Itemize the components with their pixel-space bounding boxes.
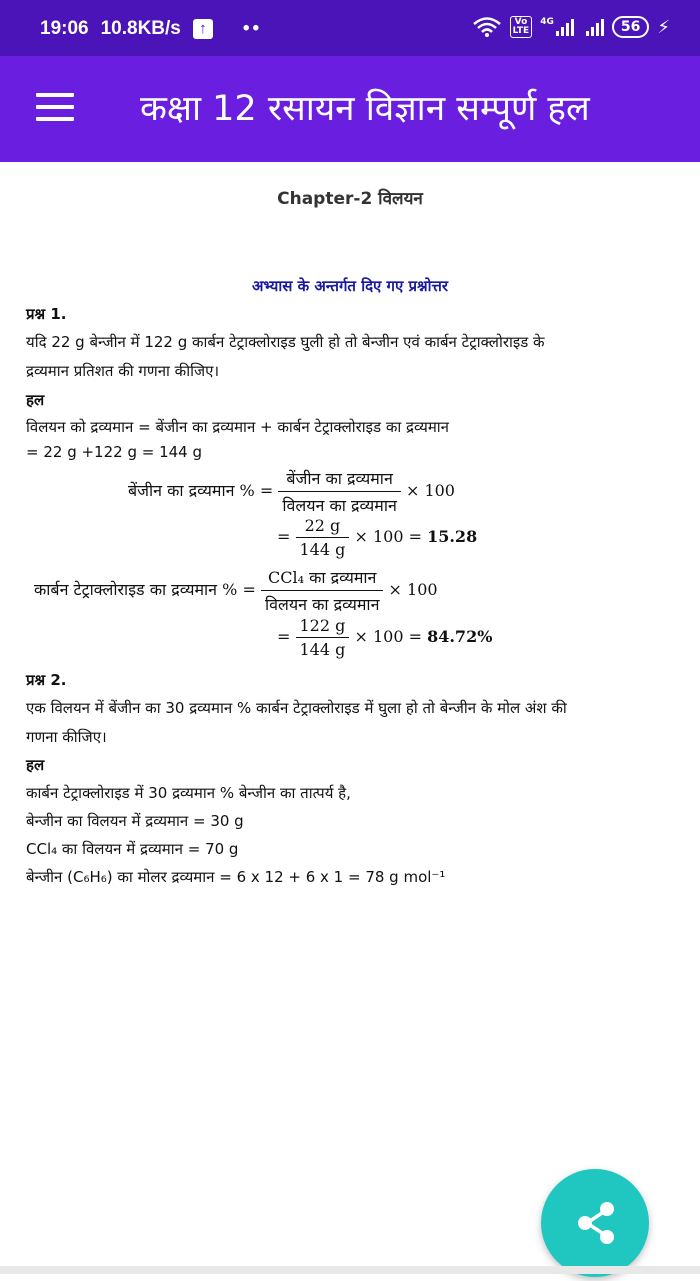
question-1-text-cont: द्रव्यमान प्रतिशत की गणना कीजिए। (26, 362, 220, 380)
app-bar (0, 56, 700, 162)
status-bar (0, 0, 700, 56)
hamburger-icon (36, 93, 74, 97)
solution-2-line-2: बेन्जीन का विलयन में द्रव्यमान = 30 g (26, 812, 244, 830)
signal-4g-icon: 4G (540, 18, 574, 36)
question-2-text-cont: गणना कीजिए। (26, 728, 107, 746)
equation-ccl4-percent: कार्बन टेट्राक्लोराइड का द्रव्यमान % = $\frac{\text{CCl₄ का द्रव्यमान}}{\text{विलयन का द्रव्यमान}}$ × 100 (34, 568, 438, 614)
status-left (40, 18, 262, 40)
chapter-title: Chapter-2 विलयन (277, 189, 423, 209)
charging-bolt-icon: ⚡ (657, 16, 670, 38)
solution-2-line-1: कार्बन टेट्राक्लोराइड में 30 द्रव्यमान % बेन्जीन का तात्पर्य है, (26, 784, 351, 802)
solution-2-line-4: बेन्जीन (C₆H₆) का मोलर द्रव्यमान = 6 x 12 + 6 x 1 = 78 g mol⁻¹ (26, 868, 446, 886)
solution-1-line-2: = 22 g +122 g = 144 g (26, 443, 202, 461)
equation-benzene-result: = $\frac{22 g}{144 g}$ × 100 = 15.28 (277, 516, 478, 559)
bottom-edge (0, 1266, 700, 1274)
question-1-text: यदि 22 g बेन्जीन में 122 g कार्बन टेट्राक्लोराइड घुली हो तो बेन्जीन एवं कार्बन टेट्राक्लोराइड के (26, 333, 545, 351)
answer-1-label: हल (26, 391, 45, 409)
answer-2-label: हल (26, 756, 45, 774)
notification-dots-icon: •• (242, 18, 263, 39)
upload-arrow-icon: ↑ (193, 19, 213, 39)
question-2-label: प्रश्न 2. (26, 671, 67, 689)
equation-benzene-percent: बेंजीन का द्रव्यमान % = $\frac{\text{बेंजीन का द्रव्यमान}}{\text{विलयन का द्रव्यमान}}$ × 100 (128, 469, 455, 515)
volte-icon: Vo LTE (510, 16, 533, 38)
equation-ccl4-result: = $\frac{122 g}{144 g}$ × 100 = 84.72% (277, 616, 493, 659)
menu-button[interactable] (36, 93, 74, 123)
question-2-text: एक विलयन में बेंजीन का 30 द्रव्यमान % कार्बन टेट्राक्लोराइड में घुला हो तो बेन्जीन के मोल अंश की (26, 699, 567, 717)
status-right (472, 16, 670, 38)
app-title: कक्षा 12 रसायन विज्ञान सम्पूर्ण हल (140, 89, 590, 129)
solution-1-line-1: विलयन को द्रव्यमान = बेंजीन का द्रव्यमान + कार्बन टेट्राक्लोराइड का द्रव्यमान (26, 418, 449, 436)
signal-sim2-icon (586, 18, 604, 36)
status-network-speed: 10.8KB/s (100, 18, 181, 39)
solution-2-line-3: CCl₄ का विलयन में द्रव्यमान = 70 g (26, 840, 239, 858)
ccl4-percent-value: 84.72% (427, 627, 493, 646)
status-time: 19:06 (40, 18, 89, 39)
question-1-label: प्रश्न 1. (26, 305, 67, 323)
share-icon (541, 1169, 649, 1277)
share-button[interactable] (541, 1169, 649, 1277)
wifi-icon (472, 16, 502, 38)
benzene-percent-value: 15.28 (427, 527, 478, 546)
battery-icon: 56 (612, 16, 649, 38)
section-heading: अभ्यास के अन्तर्गत दिए गए प्रश्नोत्तर (251, 277, 449, 295)
